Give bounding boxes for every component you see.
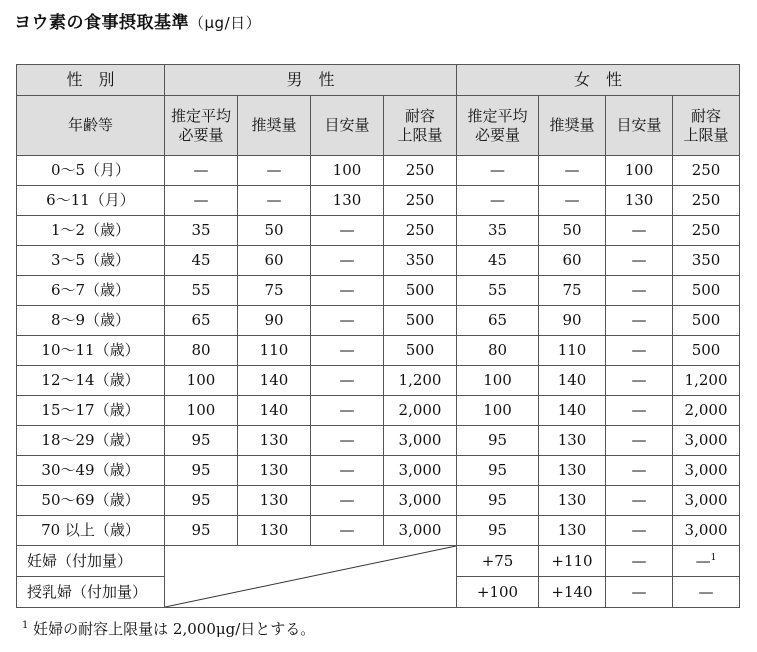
value-cell: — <box>311 486 384 516</box>
value-cell: 50 <box>238 216 311 246</box>
value-cell: 500 <box>673 276 740 306</box>
value-cell: 100 <box>311 156 384 186</box>
value-cell: — <box>311 336 384 366</box>
value-cell: — <box>311 246 384 276</box>
age-cell: 1～2（歳） <box>17 216 165 246</box>
value-cell: — <box>606 276 673 306</box>
age-cell: 30～49（歳） <box>17 456 165 486</box>
age-cell: 6～11（月） <box>17 186 165 216</box>
value-cell: 2,000 <box>673 396 740 426</box>
table-row <box>17 456 740 486</box>
value-cell: 130 <box>311 186 384 216</box>
table-row <box>17 366 740 396</box>
value-cell: 65 <box>457 306 539 336</box>
value-cell: 110 <box>539 336 606 366</box>
value-cell: — <box>311 366 384 396</box>
value-cell: 45 <box>457 246 539 276</box>
age-cell: 18～29（歳） <box>17 426 165 456</box>
footnote <box>22 618 315 639</box>
value-cell: 140 <box>238 366 311 396</box>
value-cell: — <box>606 396 673 426</box>
value-cell: 140 <box>539 396 606 426</box>
value-cell <box>457 546 539 577</box>
age-cell: 0～5（月） <box>17 156 165 186</box>
column-header: 耐容 上限量 <box>673 96 740 156</box>
value-cell: 250 <box>673 186 740 216</box>
value-cell: 110 <box>238 336 311 366</box>
value-cell: — <box>606 486 673 516</box>
value-cell: — <box>606 456 673 486</box>
value-cell: 3,000 <box>673 456 740 486</box>
diagonal-line <box>165 546 456 607</box>
value-cell <box>539 546 606 577</box>
value-cell: 90 <box>238 306 311 336</box>
column-header: 推奨量 <box>238 96 311 156</box>
value-cell: 75 <box>539 276 606 306</box>
value-cell: 130 <box>606 186 673 216</box>
value-cell: — <box>165 186 238 216</box>
value-cell: 3,000 <box>384 516 457 546</box>
value-text: +100 <box>476 582 519 601</box>
value-cell: — <box>311 456 384 486</box>
value-cell: — <box>606 336 673 366</box>
age-cell: 6～7（歳） <box>17 276 165 306</box>
value-cell: — <box>238 156 311 186</box>
value-cell: 250 <box>384 186 457 216</box>
value-cell: 250 <box>673 216 740 246</box>
value-cell: — <box>606 246 673 276</box>
column-header: 推定平均 必要量 <box>165 96 238 156</box>
value-cell: 1,200 <box>673 366 740 396</box>
value-cell: — <box>539 156 606 186</box>
value-cell: 3,000 <box>673 516 740 546</box>
column-header: 目安量 <box>311 96 384 156</box>
value-cell: 80 <box>165 336 238 366</box>
age-cell: 15～17（歳） <box>17 396 165 426</box>
male-header: 男 性 <box>165 65 457 96</box>
table-row <box>17 186 740 216</box>
value-text: — <box>631 551 647 570</box>
value-cell: — <box>311 426 384 456</box>
value-cell: 130 <box>539 456 606 486</box>
header-row-sex <box>17 65 740 96</box>
value-cell: 100 <box>457 396 539 426</box>
value-cell: — <box>311 396 384 426</box>
value-text: +140 <box>551 582 593 601</box>
value-cell: 140 <box>539 366 606 396</box>
value-cell: 500 <box>673 336 740 366</box>
value-cell: — <box>311 276 384 306</box>
value-cell: 1,200 <box>384 366 457 396</box>
value-cell: 95 <box>165 456 238 486</box>
column-header: 目安量 <box>606 96 673 156</box>
value-text: +110 <box>551 551 593 570</box>
table-row <box>17 516 740 546</box>
value-cell: 3,000 <box>384 426 457 456</box>
value-cell: 350 <box>673 246 740 276</box>
value-cell: — <box>606 366 673 396</box>
value-cell: 50 <box>539 216 606 246</box>
lactating-label: 授乳婦（付加量） <box>17 577 165 608</box>
value-cell: 100 <box>165 366 238 396</box>
value-cell: — <box>606 306 673 336</box>
value-cell: 350 <box>384 246 457 276</box>
sex-label: 性 別 <box>17 65 165 96</box>
value-cell: 130 <box>238 516 311 546</box>
value-cell: 2,000 <box>384 396 457 426</box>
iodine-intake-table <box>16 64 740 608</box>
pregnant-row <box>17 546 740 577</box>
value-cell: 95 <box>457 456 539 486</box>
age-cell: 70 以上（歳） <box>17 516 165 546</box>
value-text: — <box>631 582 647 601</box>
title-main: ヨウ素の食事摂取基準 <box>14 13 189 33</box>
value-cell: 60 <box>539 246 606 276</box>
value-cell: 100 <box>457 366 539 396</box>
table-row <box>17 156 740 186</box>
female-header: 女 性 <box>457 65 740 96</box>
value-cell: — <box>311 516 384 546</box>
value-cell <box>539 577 606 608</box>
value-cell: — <box>606 426 673 456</box>
table-row <box>17 426 740 456</box>
value-cell: 95 <box>457 426 539 456</box>
value-cell: 45 <box>165 246 238 276</box>
value-cell <box>673 577 740 608</box>
column-header: 推定平均 必要量 <box>457 96 539 156</box>
header-row-columns <box>17 96 740 156</box>
value-cell: — <box>165 156 238 186</box>
value-cell: 130 <box>238 486 311 516</box>
value-cell: — <box>457 156 539 186</box>
value-cell: 55 <box>457 276 539 306</box>
value-cell: — <box>457 186 539 216</box>
column-header: 推奨量 <box>539 96 606 156</box>
table-row <box>17 276 740 306</box>
value-cell: 3,000 <box>384 486 457 516</box>
value-cell: 500 <box>384 336 457 366</box>
value-cell: — <box>539 186 606 216</box>
table-row <box>17 306 740 336</box>
table-row <box>17 336 740 366</box>
value-cell <box>457 577 539 608</box>
age-cell: 12～14（歳） <box>17 366 165 396</box>
value-cell: 250 <box>384 156 457 186</box>
value-cell: 130 <box>539 486 606 516</box>
value-cell: 95 <box>457 486 539 516</box>
value-cell: 130 <box>539 516 606 546</box>
table-row <box>17 246 740 276</box>
value-text: — <box>695 551 711 570</box>
value-cell: 35 <box>457 216 539 246</box>
note-mark: 1 <box>710 552 717 563</box>
not-applicable-cell <box>165 546 457 608</box>
value-cell: — <box>238 186 311 216</box>
table-row <box>17 216 740 246</box>
value-cell: 90 <box>539 306 606 336</box>
value-cell: 250 <box>673 156 740 186</box>
value-cell: 80 <box>457 336 539 366</box>
value-cell: 500 <box>384 276 457 306</box>
table-row <box>17 396 740 426</box>
value-cell: 95 <box>165 486 238 516</box>
value-cell: 65 <box>165 306 238 336</box>
value-cell: 100 <box>165 396 238 426</box>
age-cell: 50～69（歳） <box>17 486 165 516</box>
value-cell: 130 <box>539 426 606 456</box>
value-cell: — <box>606 216 673 246</box>
age-label: 年齢等 <box>17 96 165 156</box>
column-header: 耐容 上限量 <box>384 96 457 156</box>
title-unit: （μg/日） <box>189 14 262 32</box>
value-cell: 3,000 <box>384 456 457 486</box>
value-cell <box>606 546 673 577</box>
value-cell: 95 <box>457 516 539 546</box>
footnote-mark: 1 <box>22 620 29 631</box>
value-cell: 500 <box>673 306 740 336</box>
value-text: — <box>698 582 714 601</box>
value-cell: — <box>311 306 384 336</box>
pregnant-label: 妊婦（付加量） <box>17 546 165 577</box>
value-cell: 500 <box>384 306 457 336</box>
value-cell: 3,000 <box>673 426 740 456</box>
value-text: +75 <box>481 551 514 570</box>
value-cell <box>673 546 740 577</box>
value-cell: 130 <box>238 426 311 456</box>
value-cell: 130 <box>238 456 311 486</box>
value-cell: 60 <box>238 246 311 276</box>
value-cell: 3,000 <box>673 486 740 516</box>
value-cell: 55 <box>165 276 238 306</box>
value-cell: — <box>311 216 384 246</box>
page-title <box>14 8 261 33</box>
value-cell: 250 <box>384 216 457 246</box>
footnote-text: 妊婦の耐容上限量は 2,000μg/日とする。 <box>33 620 316 638</box>
table-row <box>17 486 740 516</box>
value-cell <box>606 577 673 608</box>
value-cell: 95 <box>165 516 238 546</box>
age-cell: 3～5（歳） <box>17 246 165 276</box>
value-cell: 95 <box>165 426 238 456</box>
age-cell: 8～9（歳） <box>17 306 165 336</box>
age-cell: 10～11（歳） <box>17 336 165 366</box>
value-cell: 75 <box>238 276 311 306</box>
value-cell: — <box>606 516 673 546</box>
value-cell: 35 <box>165 216 238 246</box>
value-cell: 100 <box>606 156 673 186</box>
value-cell: 140 <box>238 396 311 426</box>
